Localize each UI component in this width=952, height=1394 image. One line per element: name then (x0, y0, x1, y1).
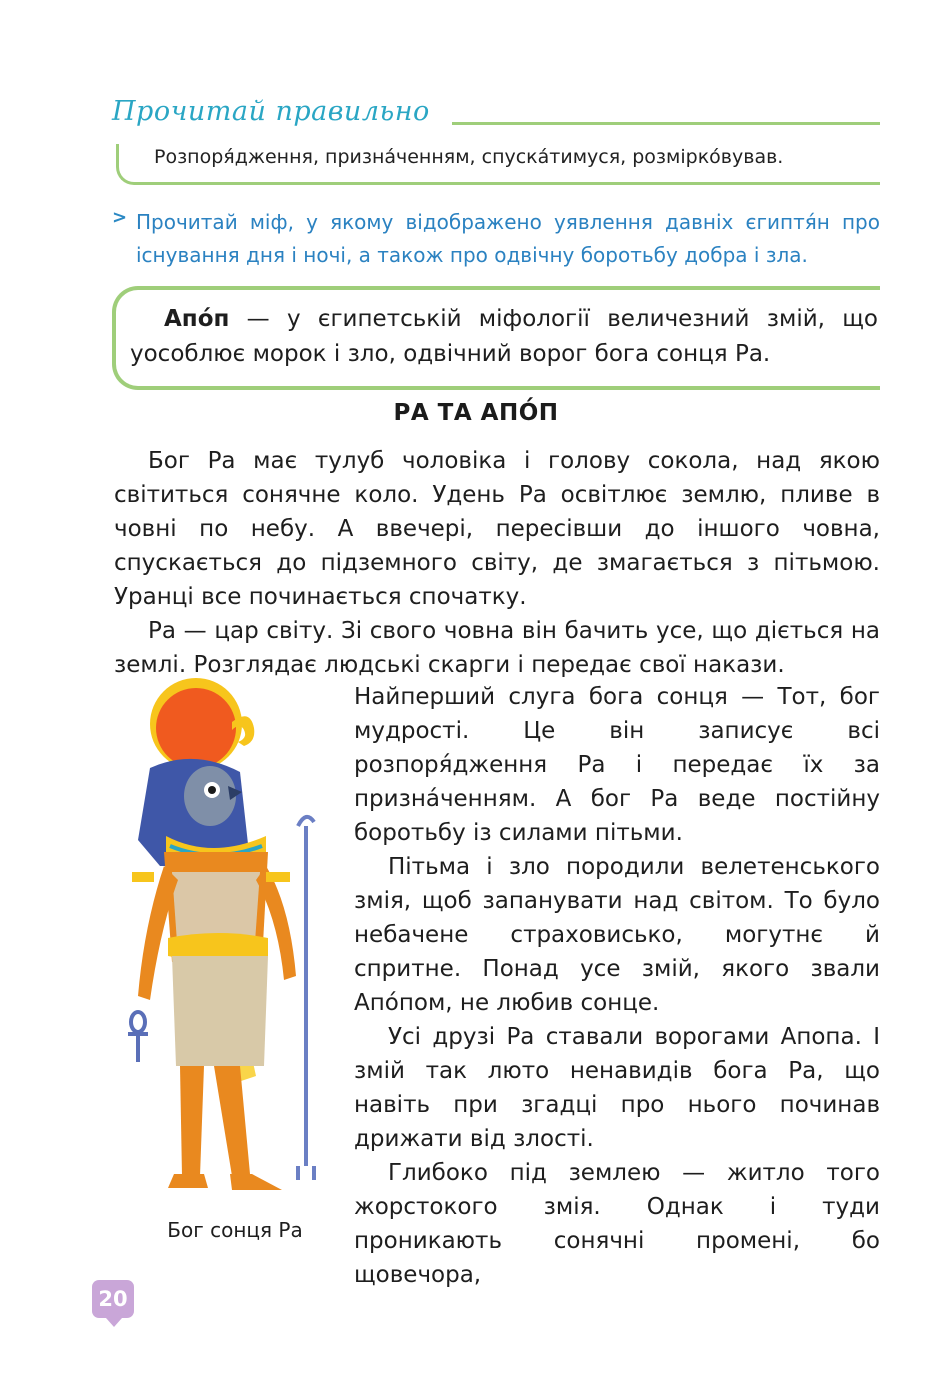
story-paragraph: Глибоко під землею — житло того жорстокого змія. Однак і туди проникають сонячні промені, бо щовечора, (354, 1160, 880, 1288)
figure-caption: Бог сонця Ра (167, 1218, 303, 1242)
read-words-list: Розпоря́дження, призна́ченням, спуска́тимуся, розмірко́вував. (154, 146, 784, 168)
ra-figure-image (110, 676, 340, 1216)
page-number-badge: 20 (92, 1280, 134, 1318)
definition-text: — у єгипетській міфології величезний змій, що уособлює морок і зло, одвічний ворог бога сонця Ра. (130, 306, 878, 367)
left-leg-shape (180, 1066, 204, 1176)
story-title: РА ТА АПО́П (393, 400, 559, 426)
sun-disk-shape (156, 688, 236, 768)
definition-term: Апо́п (164, 306, 230, 332)
read-title-divider (452, 122, 880, 125)
task-chevron-icon: > (112, 207, 128, 228)
read-correctly-title: Прочитай правильно (112, 96, 430, 127)
definition-block (130, 302, 878, 372)
ankh-icon (131, 1012, 145, 1032)
story-paragraph: Пітьма і зло породили велетенського змія, щоб запанувати над світом. То було небачене страховисько, могутнє й спритне. Понад усе змій, якого звали Апо́пом, не любив сонце. (354, 854, 880, 1016)
story-paragraph: Усі друзі Ра ставали ворогами Апопа. І змій так люто ненавидів бога Ра, що навіть при згадці про нього починав дрижати від злості. (354, 1024, 880, 1152)
kilt-shape (172, 956, 268, 1066)
story-paragraph-continued: Найперший слуга бога сонця — Тот, бог мудрості. Це він записує всі розпоря́дження Ра і передає їх за призна́ченням. А бог Ра веде постійну боротьбу із силами пітьми. (354, 684, 880, 846)
story-column-text (354, 680, 880, 1292)
story-paragraph: Бог Ра має тулуб чоловіка і голову сокола, над якою світиться сонячне коло. Удень Ра освітлює землю, пливе в човні по небу. А ввечері, пересівши до іншого човна, спускається до підземного світу, де змагається з пітьмою. Уранці все починається спочатку. (114, 448, 880, 610)
right-leg-shape (214, 1066, 250, 1176)
ra-illustration (110, 676, 340, 1216)
story-full-width-text (114, 444, 880, 682)
page-number-pointer (106, 1318, 122, 1327)
story-paragraph: Ра — цар світу. Зі свого човна він бачить усе, що діється на землі. Розглядає людські скарги і передає свої накази. (114, 618, 880, 678)
task-instruction: Прочитай міф, у якому відображено уявлення давніх єгиптя́н про існування дня і ночі, а також про одвічну боротьбу добра і зла. (136, 210, 880, 267)
